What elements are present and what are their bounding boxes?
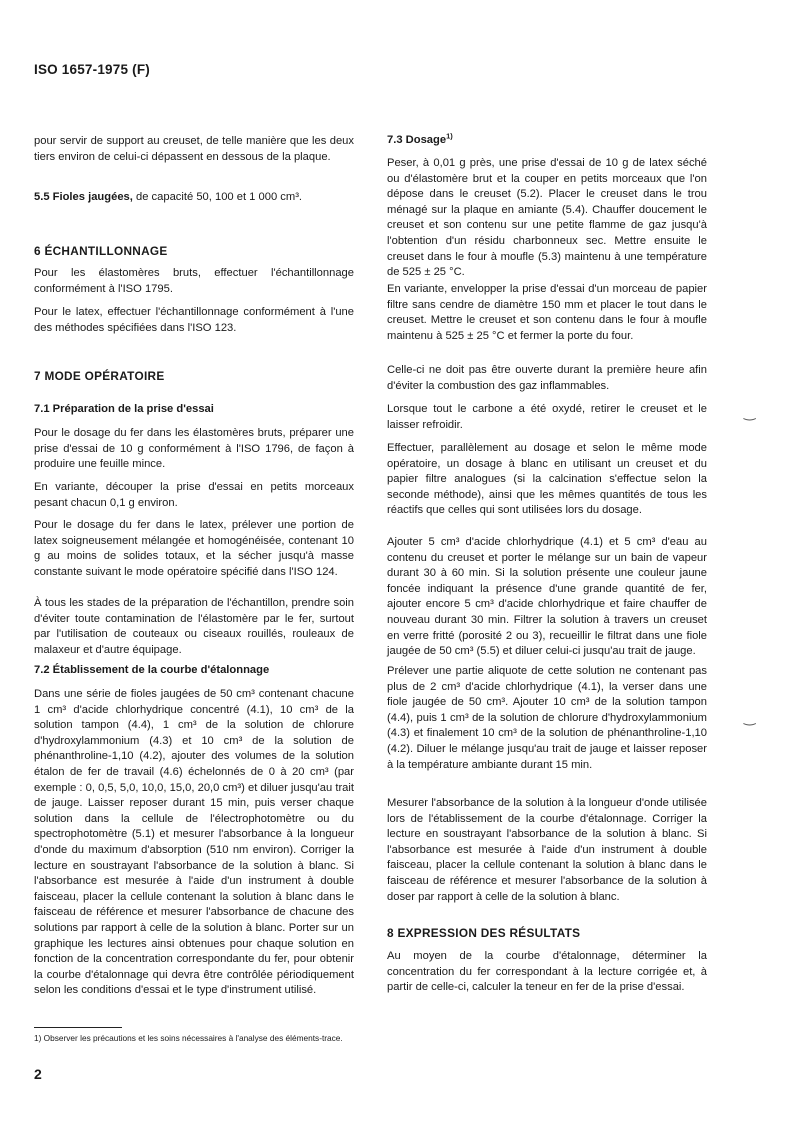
heading-7-2: 7.2 Établissement de la courbe d'étalonnage [34, 664, 270, 676]
footnote: 1) Observer les précautions et les soins nécessaires à l'analyse des éléments-trace. [34, 1033, 343, 1043]
paragraph-6b: Pour le latex, effectuer l'échantillonnage conformément à l'une des méthodes spécifiées dans l'ISO 123. [34, 306, 354, 334]
paragraph-8: Au moyen de la courbe d'étalonnage, déterminer la concentration du fer correspondant à la lecture corrigée et, à partir de celle-ci, calculer la teneur en fer de la prise d'essai. [387, 950, 707, 994]
footnote-ref: 1) [446, 131, 453, 141]
heading-7-3 [387, 131, 453, 146]
paragraph-7-1a: Pour le dosage du fer dans les élastomères bruts, préparer une prise d'essai de 10 g conformément à l'ISO 1796, de façon à produire une feuille mince. [34, 427, 354, 471]
paragraph-7-3b: En variante, envelopper la prise d'essai d'un morceau de papier filtre sans cendre de diamètre 150 mm et placer le tout dans le creuset. Mettre le creuset et son contenu dans le four à moufle maintenu à 525 ± 25 °C et fermer la porte du four. [387, 283, 707, 342]
document-header: ISO 1657-1975 (F) [34, 62, 150, 77]
paragraph-7-3h: Mesurer l'absorbance de la solution à la longueur d'onde utilisée lors de l'établissement de la courbe d'étalonnage. Corriger la lecture en soustrayant l'absorbance de la solution à blanc. Si l'absorbance est mesurée à l'aide d'un instrument à double faisceau, placer la cellule contenant la solution à blanc dans le faisceau de référence et mesurer l'absorbance de la solution à doser par rapport à celle de la solution à blanc. [387, 797, 707, 903]
paragraph-7-3a: Peser, à 0,01 g près, une prise d'essai de 10 g de latex séché ou d'élastomère brut et la couper en petits morceaux que l'on dépose dans le creuset (5.2). Placer le creuset dans le trou ménagé sur la plaque en amiante (5.4). Chauffer doucement le creuset et son contenu sur une petite flamme de gaz jusqu'à l'obtention d'un résidu charbonneux sec. Mettre ensuite le creuset dans le four à moufle (5.3) maintenu à une température de 525 ± 25 °C. [387, 157, 707, 279]
paragraph-support: pour servir de support au creuset, de telle manière que les deux tiers environ de celui-ci dépassent en dessous de la plaque. [34, 135, 354, 163]
section-5-5-label: 5.5 Fioles jaugées, [34, 191, 133, 203]
page-number: 2 [34, 1066, 42, 1082]
paragraph-7-1c: Pour le dosage du fer dans le latex, prélever une portion de latex soigneusement mélangée et homogénéisée, contenant 10 g au moins de solides totaux, et la sécher jusqu'à masse constante suivant le mode opératoire spécifié dans l'ISO 124. [34, 519, 354, 578]
paragraph-7-3d: Lorsque tout le carbone a été oxydé, retirer le creuset et le laisser refroidir. [387, 403, 707, 431]
footnote-rule [34, 1027, 122, 1028]
paragraph-7-1d: À tous les stades de la préparation de l'échantillon, prendre soin d'éviter toute contamination de l'élastomère par le fer, surtout par l'utilisation de couteaux ou ciseaux rouillés, rouleaux de malaxeur et d'autre équipage. [34, 597, 354, 656]
paragraph-7-3f: Ajouter 5 cm³ d'acide chlorhydrique (4.1) et 5 cm³ d'eau au contenu du creuset et porter le mélange sur un bain de vapeur durant 30 à 60 min. Si la solution présente une couleur jaune foncée indiquant la présence d'une grande quantité de fer, ajouter encore 5 cm³ d'acide chlorhydrique et faire chauffer de nouveau durant 30 min. Filtrer la solution à travers un creuset en verre fritté (porosité 2 ou 3), recueillir le filtrat dans une fiole jaugée de 50 cm³ (5.5) et diluer celui-ci jusqu'au trait de jauge. [387, 536, 707, 658]
margin-mark: ‿ [744, 404, 756, 420]
heading-7-3-label: 7.3 Dosage [387, 134, 447, 146]
heading-7-1: 7.1 Préparation de la prise d'essai [34, 403, 214, 415]
margin-mark: ‿ [744, 709, 756, 725]
paragraph-6a: Pour les élastomères bruts, effectuer l'échantillonnage conformément à l'ISO 1795. [34, 267, 354, 295]
section-5-5-text: de capacité 50, 100 et 1 000 cm³. [135, 191, 303, 203]
heading-6: 6 ÉCHANTILLONNAGE [34, 244, 168, 258]
paragraph-7-2: Dans une série de fioles jaugées de 50 cm³ contenant chacune 1 cm³ d'acide chlorhydrique concentré (4.1), 10 cm³ de la solution tampon (4.4), 1 cm³ de la solution de chlorure d'hydroxylammonium (4.3) et 10 cm³ de la solution de phénanthroline-1,10 (4.2), ajouter des volumes de la solution étalon de fer de travail (4.6) échelonnés de 0 à 20 cm³ (par exemple : 0, 0,5, 5,0, 10,0, 15,0, 20,0 cm³) et diluer jusqu'au trait de jauge. Laisser reposer durant 15 min, puis verser chaque solution dans la cellule de l'électrophotomètre ou du spectrophotomètre (5.1) et mesurer l'absorbance à la longueur d'onde du maximum d'absorption (510 nm environ). Corriger la lecture en soustrayant l'absorbance de la solution à blanc. Si l'absorbance est mesurée à l'aide d'un instrument à double faisceau, placer la cellule contenant la solution à blanc dans le faisceau de référence et mesurer l'absorbance de chacune des solutions par rapport à celle de la solution à blanc. Porter sur un graphique les lectures ainsi obtenues pour chaque solution en fonction de la concentration correspondante du fer, pour obtenir la courbe d'étalonnage qui devra être contrôlée périodiquement selon les conditions d'essai et le type d'instrument utilisé. [34, 688, 354, 997]
paragraph-7-3g: Prélever une partie aliquote de cette solution ne contenant pas plus de 2 cm³ d'acide chlorhydrique (4.1), la verser dans une fiole jaugée de 50 cm³. Ajouter 10 cm³ de la solution tampon (4.4), puis 1 cm³ de la solution de chlorure d'hydroxylammonium (4.3) et finalement 10 cm³ de la solution de phénanthroline-1,10 (4.2). Diluer le mélange jusqu'au trait de jauge et laisser reposer à la température ambiante durant 15 min. [387, 665, 707, 771]
paragraph-7-3e: Effectuer, parallèlement au dosage et selon le même mode opératoire, un dosage à blanc en utilisant un creuset et du papier filtre analogues (si la calcination s'effectue selon la seconde méthode), ainsi que les mêmes quantités de tous les réactifs que celles qui sont utilisées lors du dosage. [387, 442, 707, 517]
section-5-5 [34, 190, 354, 206]
heading-8: 8 EXPRESSION DES RÉSULTATS [387, 926, 581, 940]
paragraph-7-1b: En variante, découper la prise d'essai en petits morceaux pesant chacun 0,1 g environ. [34, 481, 354, 509]
paragraph-7-3c: Celle-ci ne doit pas être ouverte durant la première heure afin d'éviter la combustion des gaz inflammables. [387, 364, 707, 392]
heading-7: 7 MODE OPÉRATOIRE [34, 369, 165, 383]
